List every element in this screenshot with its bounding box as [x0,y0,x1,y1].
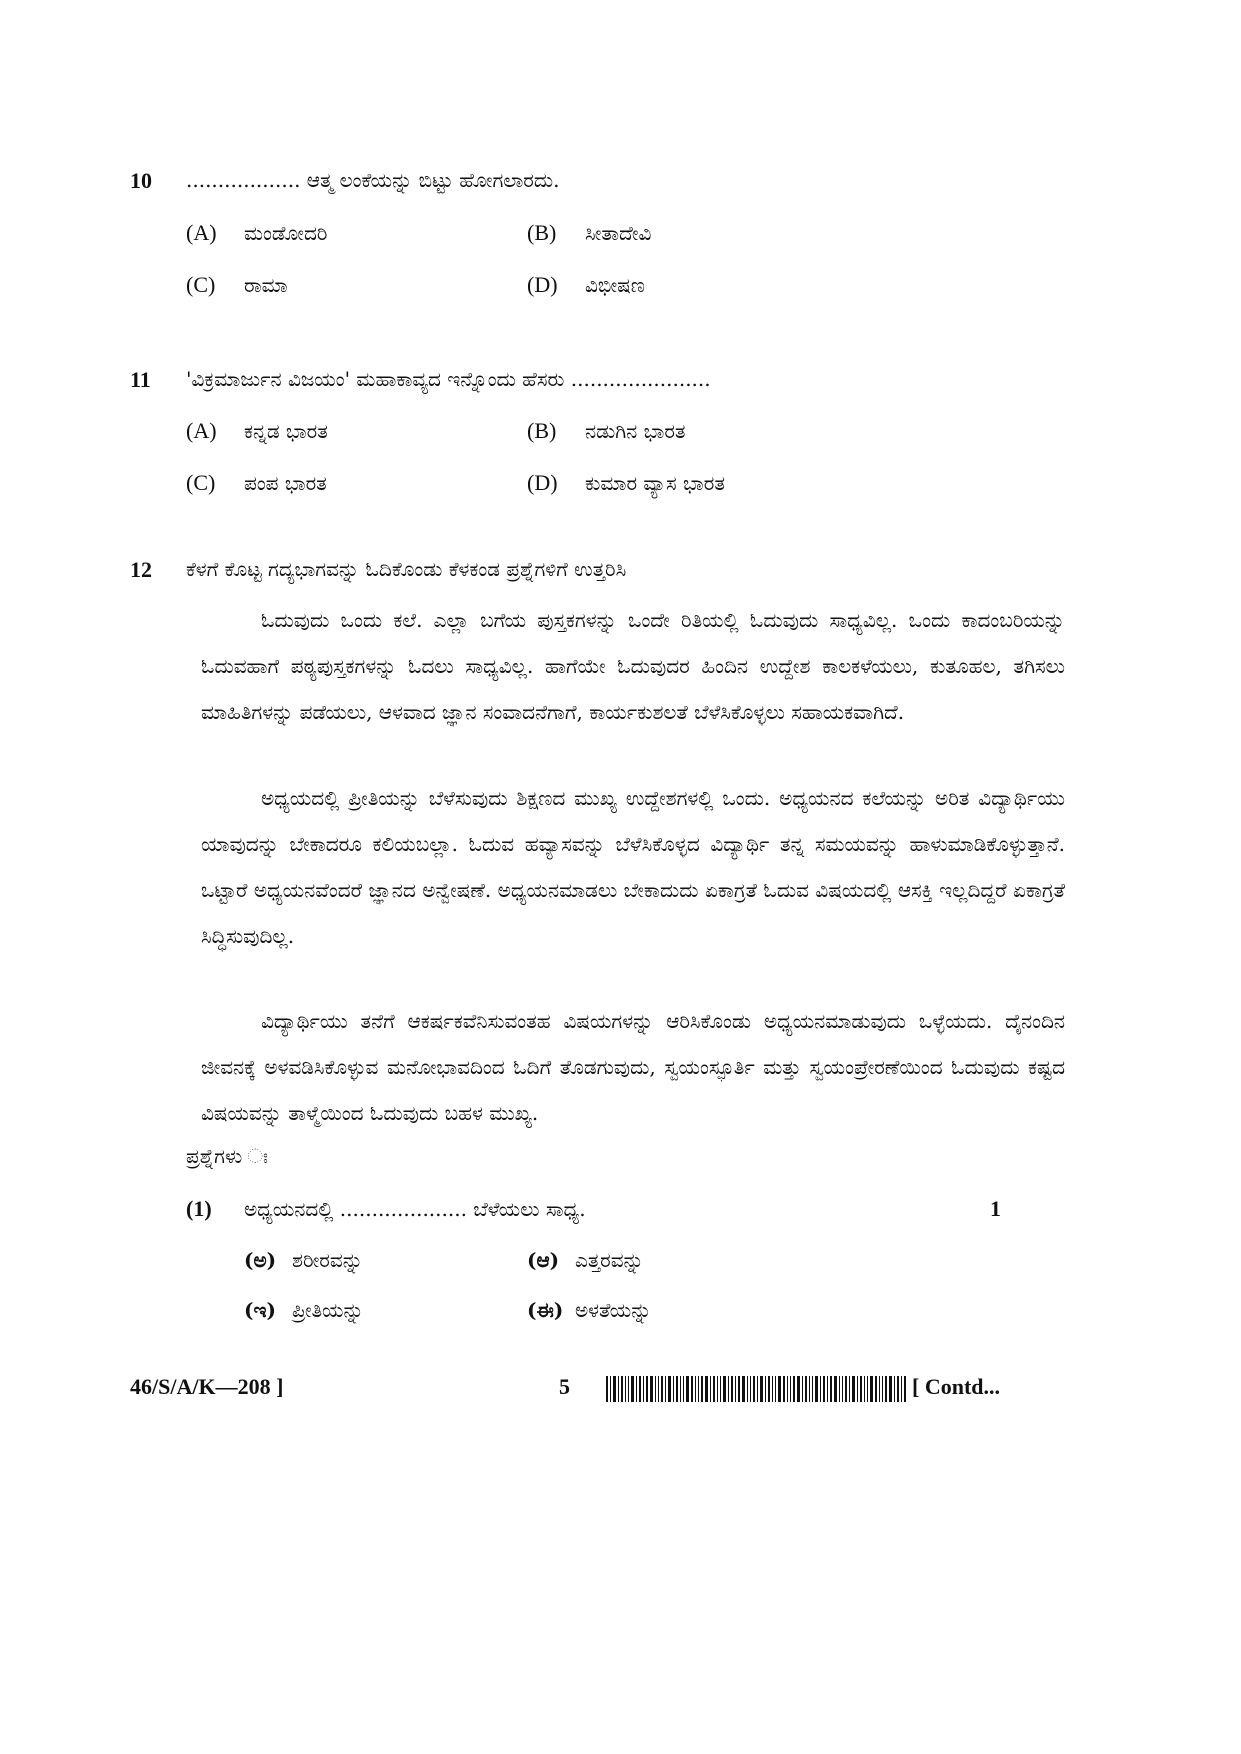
sub-option-i [244,1298,364,1322]
question-11-text: 'ವಿಕ್ರಮಾರ್ಜುನ ವಿಜಯಂ' ಮಹಾಕಾವ್ಯದ ಇನ್ನೊಂದು ಹೆಸರು ...................... [186,367,711,391]
q10-option-b [527,220,651,246]
option-label: (D) [527,272,558,297]
passage-paragraph-2: ಅಧ್ಯಯದಲ್ಲಿ ಪ್ರೀತಿಯನ್ನು ಬೆಳೆಸುವುದು ಶಿಕ್ಷಣದ ಮುಖ್ಯ ಉದ್ದೇಶಗಳಲ್ಲಿ ಒಂದು. ಅಧ್ಯಯನದ ಕಲೆಯನ್ನು ಅರಿತ ವಿದ್ಯಾರ್ಥಿಯು ಯಾವುದನ್ನು ಬೇಕಾದರೂ ಕಲಿಯಬಲ್ಲಾ. ಓದುವ ಹವ್ಯಾಸವನ್ನು ಬೆಳೆಸಿಕೊಳ್ಳದ ವಿದ್ಯಾರ್ಥಿ ತನ್ನ ಸಮಯವನ್ನು ಹಾಳುಮಾಡಿಕೊಳ್ಳುತ್ತಾನೆ. ಒಟ್ಟಾರೆ ಅಧ್ಯಯನವೆಂದರೆ ಜ್ಞಾನದ ಅನ್ವೇಷಣೆ. ಅಧ್ಯಯನಮಾಡಲು ಬೇಕಾದುದು ಏಕಾಗ್ರತೆ ಓದುವ ವಿಷಯದಲ್ಲಿ ಆಸಕ್ತಿ ಇಲ್ಲದಿದ್ದರೆ ಏಕಾಗ್ರತೆ ಸಿದ್ಧಿಸುವುದಿಲ್ಲ. [201,786,1065,948]
option-label: (B) [527,418,557,443]
option-text: ಸೀತಾದೇವಿ [585,221,652,245]
option-label: (C) [186,272,216,297]
q11-option-b [527,418,686,444]
option-label: (A) [186,418,217,443]
q11-option-c [186,470,327,496]
sub-option-a [244,1248,363,1272]
passage-paragraph-3: ವಿದ್ಯಾರ್ಥಿಯು ತನೆಗೆ ಆಕರ್ಷಕವೆನಿಸುವಂತಹ ವಿಷಯಗಳನ್ನು ಆರಿಸಿಕೊಂಡು ಅಧ್ಯಯನಮಾಡುವುದು ಒಳ್ಳೆಯದು. ದೈನಂದಿನ ಜೀವನಕ್ಕೆ ಅಳವಡಿಸಿಕೊಳ್ಳುವ ಮನೋಭಾವದಿಂದ ಓದಿಗೆ ತೊಡಗುವುದು, ಸ್ವಯಂಸ್ಫೂರ್ತಿ ಮತ್ತು ಸ್ವಯಂಪ್ರೇರಣೆಯಿಂದ ಓದುವುದು ಕಷ್ಟದ ವಿಷಯವನ್ನು ತಾಳ್ಮೆಯಿಂದ ಓದುವುದು ಬಹಳ ಮುಖ್ಯ. [201,1009,1065,1125]
passage-paragraph-1: ಓದುವುದು ಒಂದು ಕಲೆ. ಎಲ್ಲಾ ಬಗೆಯ ಪುಸ್ತಕಗಳನ್ನು ಒಂದೇ ರಿತಿಯಲ್ಲಿ ಓದುವುದು ಸಾಧ್ಯವಿಲ್ಲ. ಒಂದು ಕಾದಂಬರಿಯನ್ನು ಓದುವಹಾಗೆ ಪಠ್ಯಪುಸ್ತಕಗಳನ್ನು ಓದಲು ಸಾಧ್ಯವಿಲ್ಲ. ಹಾಗೆಯೇ ಓದುವುದರ ಹಿಂದಿನ ಉದ್ದೇಶ ಕಾಲಕಳೆಯಲು, ಕುತೂಹಲ, ತಗಿಸಲು ಮಾಹಿತಿಗಳನ್ನು ಪಡೆಯಲು, ಆಳವಾದ ಜ್ಞಾನ ಸಂವಾದನೆಗಾಗೆ, ಕಾರ್ಯಕುಶಲತೆ ಬೆಳೆಸಿಕೊಳ್ಳಲು ಸಹಾಯಕವಾಗಿದೆ. [201,608,1065,724]
option-text: ಪಂಪ ಭಾರತ [244,471,327,495]
option-text: ನಡುಗಿನ ಭಾರತ [585,419,686,443]
sub-option-aa [527,1248,644,1272]
q10-option-c [186,272,288,298]
q10-option-d [527,272,645,298]
option-text: ಮಂಡೋದರಿ [244,221,328,245]
option-label: (ಇ) [244,1298,276,1322]
q10-option-a [186,220,327,246]
question-10-text: .................. ಆತ್ಮ ಲಂಕೆಯನ್ನು ಬಿಟ್ಟು ಹೋಗಲಾರದು. [186,168,560,192]
sub-question-label: (1) [186,1196,212,1221]
question-10-number: 10 [130,168,152,193]
option-text: ಕುಮಾರ ವ್ಯಾಸ ಭಾರತ [585,471,725,495]
question-11-number: 11 [130,367,151,392]
q11-option-a [186,418,328,444]
option-label: (ಈ) [527,1298,564,1322]
option-text: ರಾಮಾ [244,273,288,297]
option-label: (C) [186,470,216,495]
question-12-text: ಕೆಳಗೆ ಕೊಟ್ಟ ಗದ್ಯಭಾಗವನ್ನು ಓದಿಕೊಂಡು ಕೆಳಕಂಡ ಪ್ರಶ್ನೆಗಳಿಗೆ ಉತ್ತರಿಸಿ [186,557,627,581]
sub-question-1 [186,1196,586,1222]
sub-option-ii [527,1298,651,1322]
questions-heading: ಪ್ರಶ್ನೆಗಳು ಃ [186,1144,268,1168]
option-label: (B) [527,220,557,245]
question-12-number: 12 [130,557,152,582]
paper-code: 46/S/A/K—208 ] [130,1374,284,1399]
option-text: ಕನ್ನಡ ಭಾರತ [244,419,328,443]
continued-label: [ Contd... [912,1374,1001,1399]
barcode [606,1376,906,1402]
option-label: (ಅ) [244,1248,277,1272]
option-text: ಅಳತೆಯನ್ನು [575,1298,652,1322]
option-text: ಎತ್ತರವನ್ನು [575,1248,644,1272]
option-text: ಪ್ರೀತಿಯನ್ನು [292,1298,364,1322]
page-number: 5 [559,1374,570,1399]
q11-option-d [527,470,725,496]
option-label: (ಆ) [527,1248,560,1272]
option-text: ಶರೀರವನ್ನು [292,1248,363,1272]
option-text: ವಿಭೀಷಣ [585,273,645,297]
option-label: (D) [527,470,558,495]
option-label: (A) [186,220,217,245]
sub-question-text: ಅಧ್ಯಯನದಲ್ಲಿ .................... ಬೆಳೆಯಲು ಸಾಧ್ಯ. [244,1197,586,1221]
marks: 1 [990,1196,1001,1221]
